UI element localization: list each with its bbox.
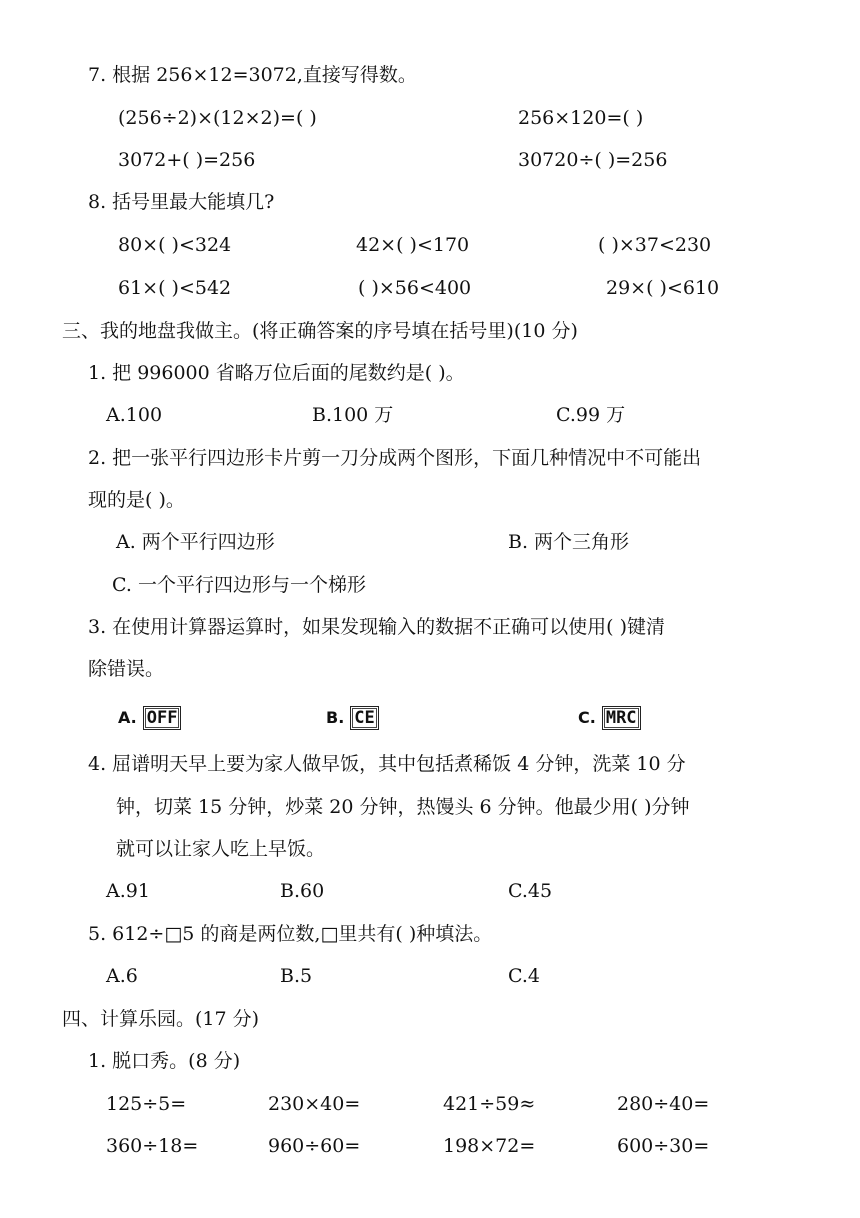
q7-item-d: 30720÷( )=256	[518, 149, 668, 171]
q8-item: ( )×37<230	[598, 234, 712, 256]
calc-item: 125÷5=	[106, 1093, 187, 1115]
ce-key-icon: CE	[350, 706, 378, 730]
q7-title: 7. 根据 256×12=3072,直接写得数。	[88, 64, 417, 86]
q7-item-b: 256×120=( )	[518, 107, 644, 129]
q8-item: 80×( )<324	[118, 234, 232, 256]
option-letter: B.	[326, 708, 345, 727]
s3-q2-option-c: C. 一个平行四边形与一个梯形	[112, 574, 366, 596]
s3-q2-option-a: A. 两个平行四边形	[116, 531, 275, 553]
option-letter: A.	[118, 708, 137, 727]
s3-q4-option-b: B.60	[280, 880, 325, 902]
s3-q4-line2: 钟，切菜 15 分钟，炒菜 20 分钟，热馒头 6 分钟。他最少用( )分钟	[116, 796, 690, 818]
s3-q3-line2: 除错误。	[88, 658, 165, 680]
s3-q2-line1: 2. 把一张平行四边形卡片剪一刀分成两个图形，下面几种情况中不可能出	[88, 447, 702, 469]
q8-item: 29×( )<610	[606, 277, 720, 299]
calc-item: 198×72=	[443, 1135, 536, 1157]
calc-item: 280÷40=	[617, 1093, 710, 1115]
q8-item: ( )×56<400	[358, 277, 472, 299]
s3-q3-option-a	[118, 704, 181, 731]
s3-q3-option-b	[326, 704, 379, 731]
s3-q5-option-b: B.5	[280, 965, 313, 987]
s3-q3-option-c	[578, 704, 641, 731]
q7-item-a: (256÷2)×(12×2)=( )	[118, 107, 317, 129]
q7-item-c: 3072+( )=256	[118, 149, 256, 171]
section-4-title: 四、计算乐园。(17 分)	[62, 1008, 260, 1030]
calc-item: 960÷60=	[268, 1135, 361, 1157]
s3-q4-option-c: C.45	[508, 880, 553, 902]
s3-q1-option-c: C.99 万	[556, 404, 626, 426]
q8-item: 42×( )<170	[356, 234, 470, 256]
option-letter: C.	[578, 708, 596, 727]
mrc-key-icon: MRC	[602, 706, 641, 730]
s3-q5-option-c: C.4	[508, 965, 540, 987]
s3-q2-option-b: B. 两个三角形	[508, 531, 630, 553]
s3-q1-option-b: B.100 万	[312, 404, 394, 426]
s3-q3-line1: 3. 在使用计算器运算时，如果发现输入的数据不正确可以使用( )键清	[88, 616, 666, 638]
s3-q4-option-a: A.91	[106, 880, 150, 902]
s3-q4-line3: 就可以让家人吃上早饭。	[116, 838, 326, 860]
calc-item: 600÷30=	[617, 1135, 710, 1157]
calc-item: 421÷59≈	[443, 1093, 536, 1115]
section-3-title: 三、我的地盘我做主。(将正确答案的序号填在括号里)(10 分)	[62, 320, 578, 342]
off-key-icon: OFF	[143, 706, 182, 730]
s3-q1-option-a: A.100	[106, 404, 163, 426]
s3-q4-line1: 4. 屈谱明天早上要为家人做早饭，其中包括煮稀饭 4 分钟，洗菜 10 分	[88, 753, 686, 775]
s4-q1-title: 1. 脱口秀。(8 分)	[88, 1050, 241, 1072]
s3-q5-text: 5. 612÷□5 的商是两位数,□里共有( )种填法。	[88, 923, 493, 945]
calc-item: 230×40=	[268, 1093, 361, 1115]
calc-item: 360÷18=	[106, 1135, 199, 1157]
s3-q2-line2: 现的是( )。	[88, 489, 185, 511]
q8-title: 8. 括号里最大能填几?	[88, 191, 275, 213]
s3-q5-option-a: A.6	[106, 965, 138, 987]
q8-item: 61×( )<542	[118, 277, 232, 299]
s3-q1-text: 1. 把 996000 省略万位后面的尾数约是( )。	[88, 362, 465, 384]
